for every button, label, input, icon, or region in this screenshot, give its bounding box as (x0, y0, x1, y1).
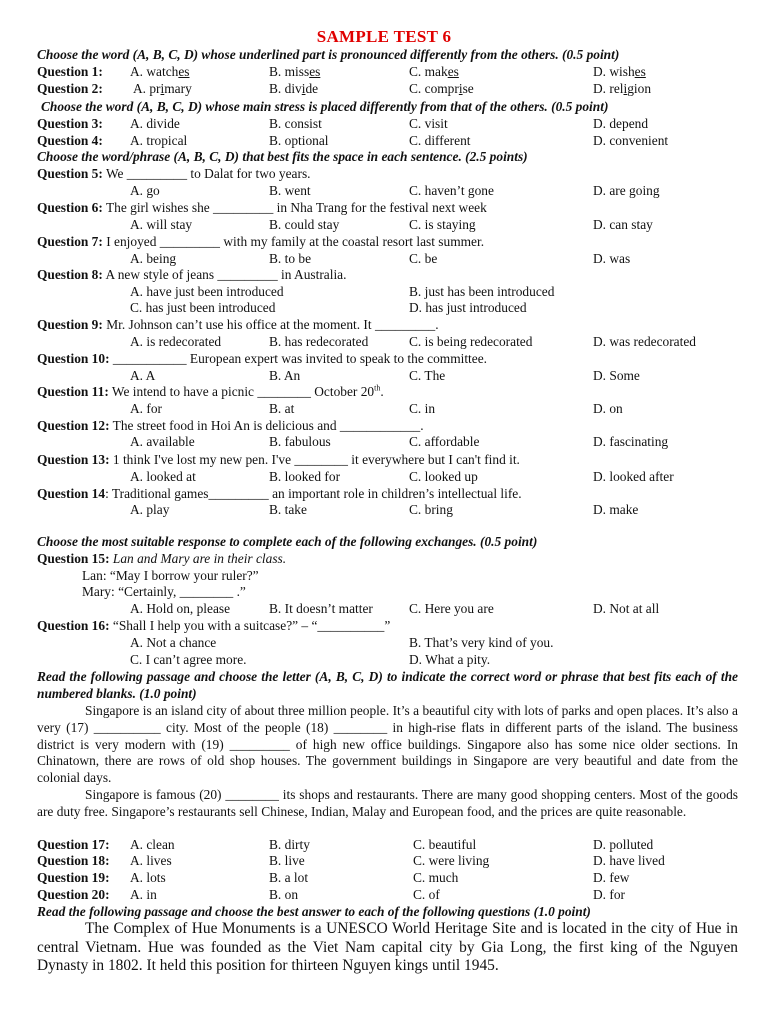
question-label: Question 17: (37, 837, 110, 852)
question-label: Question 3: (37, 116, 103, 131)
option-c[interactable]: C. affordable (409, 434, 480, 449)
option-d[interactable]: D. are going (593, 183, 660, 198)
passage1-paragraph2: Singapore is famous (20) ________ its shops and restaurants. There are many good shopping centers. Most of the goods are duty free. Singapore’s restaurants sell Chinese, Indian, Malay and European food, and the prices are quite reasonable. (37, 787, 738, 819)
option-c[interactable]: C. of (413, 887, 440, 902)
question-text: ___________ European expert was invited to speak to the committee. (112, 351, 488, 366)
question-label: Question 9: (37, 317, 103, 332)
option-c[interactable]: C. The (409, 368, 446, 383)
option-a[interactable]: A. is redecorated (130, 334, 222, 349)
option-d[interactable]: D. on (593, 401, 623, 416)
question-11-stem (37, 384, 738, 401)
question-text: A new style of jeans _________ in Australia. (105, 267, 347, 282)
option-d[interactable]: D. has just introduced (409, 300, 527, 315)
option-c[interactable]: C. visit (409, 116, 448, 131)
option-a[interactable]: A. go (130, 183, 160, 198)
option-d[interactable]: D. Some (593, 368, 640, 383)
option-b[interactable]: B. That’s very kind of you. (409, 635, 554, 650)
option-a[interactable]: A. lots (130, 870, 166, 885)
question-label: Question 20: (37, 887, 110, 902)
question-text: 1 think I've lost my new pen. I've ________ it everywhere but I can't find it. (112, 452, 520, 467)
option-c[interactable]: C. looked up (409, 469, 478, 484)
option-a[interactable]: A. clean (130, 837, 175, 852)
option-a[interactable]: A. have just been introduced (130, 284, 284, 299)
option-d[interactable]: D. What a pity. (409, 652, 491, 667)
option-c[interactable]: C. in (409, 401, 436, 416)
question-10-stem (37, 351, 738, 368)
question-text: We intend to have a picnic ________ October 20th. (111, 383, 384, 399)
question-6-stem (37, 200, 738, 217)
passage1-paragraph1: Singapore is an island city of about three million people. It’s a beautiful city with lots of parks and open places. It’s also a very (17) __________ city. Most of the people (18) ________ in high-rise flats in different parts of the island. The business district is very modern with (19) _________ of high new office buildings. Singapore also has some nice older sections. In Chinatown, there are rows of old shop houses. The government buildings in Singapore are very beautiful and date from the colonial days. (37, 703, 738, 786)
question-17 (37, 837, 738, 854)
option-c[interactable]: C. makes (409, 64, 459, 79)
question-12-stem (37, 418, 738, 435)
option-b[interactable]: B. went (269, 183, 311, 198)
option-d[interactable]: D. was (593, 251, 631, 266)
question-label: Question 5: (37, 166, 103, 181)
option-b[interactable]: B. on (269, 887, 299, 902)
instruction-response: Choose the most suitable response to complete each of the following exchanges. (0.5 point) (37, 534, 538, 549)
option-c[interactable]: C. is being redecorated (409, 334, 533, 349)
question-label: Question 15: (37, 551, 110, 566)
instruction-fill: Choose the word/phrase (A, B, C, D) that best fits the space in each sentence. (2.5 points) (37, 149, 528, 164)
question-text: I enjoyed _________ with my family at the coastal resort last summer. (106, 234, 485, 249)
question-15-stem (37, 551, 738, 568)
option-b[interactable]: B. has redecorated (269, 334, 369, 349)
question-4 (37, 133, 738, 150)
question-label: Question 18: (37, 853, 110, 868)
option-a[interactable]: A. in (130, 887, 157, 902)
option-c[interactable]: C. I can’t agree more. (130, 652, 247, 667)
question-text: The girl wishes she _________ in Nha Trang for the festival next week (105, 200, 487, 215)
option-a[interactable]: A. tropical (130, 133, 188, 148)
passage2-paragraph1: The Complex of Hue Monuments is a UNESCO World Heritage Site and is located in the city of Hue in central Vietnam. Hue was founded as the Viet Nam capital city by Gia Long, the first king of the Nguyen Dynasty in 1802. It held this position for thirteen Nguyen kings until 1945. (37, 920, 738, 975)
option-a[interactable]: A. A (130, 368, 156, 383)
option-a[interactable]: A. primary (133, 81, 192, 96)
question-label: Question 4: (37, 133, 103, 148)
question-1 (37, 64, 738, 81)
question-label: Question 7: (37, 234, 103, 249)
question-text: “Shall I help you with a suitcase?” – “__________” (112, 618, 391, 633)
option-a[interactable]: A. looked at (130, 469, 196, 484)
option-b[interactable]: B. divide (269, 81, 319, 96)
question-label: Question 14 (37, 486, 106, 501)
option-a[interactable]: A. available (130, 434, 195, 449)
question-text: Lan and Mary are in their class. (112, 551, 287, 566)
option-d[interactable]: D. depend (593, 116, 649, 131)
option-d[interactable]: D. few (593, 870, 630, 885)
instruction-reading: Read the following passage and choose the best answer to each of the following questions (1.0 point) (37, 904, 591, 919)
option-b[interactable]: B. fabulous (269, 434, 331, 449)
option-c[interactable]: C. comprise (409, 81, 474, 96)
instruction-stress: Choose the word (A, B, C, D) whose main stress is placed differently from that of the others. (0.5 point) (41, 99, 609, 114)
option-c[interactable]: C. Here you are (409, 601, 494, 616)
option-b[interactable]: B. misses (269, 64, 321, 79)
question-text: Mr. Johnson can’t use his office at the moment. It _________. (106, 317, 439, 332)
question-5-stem (37, 166, 738, 183)
option-c[interactable]: C. be (409, 251, 438, 266)
question-label: Question 2: (37, 81, 103, 96)
dialogue-lan: Lan: “May I borrow your ruler?” (82, 568, 259, 583)
question-13-stem (37, 452, 738, 469)
question-3 (37, 116, 738, 133)
option-a[interactable]: A. being (130, 251, 177, 266)
question-label: Question 12: (37, 418, 110, 433)
page-title: SAMPLE TEST 6 (316, 27, 452, 46)
question-label: Question 19: (37, 870, 110, 885)
option-b[interactable]: B. live (269, 853, 305, 868)
option-d[interactable]: D. was redecorated (593, 334, 696, 349)
question-label: Question 8: (37, 267, 103, 282)
option-b[interactable]: B. at (269, 401, 295, 416)
option-d[interactable]: D. have lived (593, 853, 665, 868)
question-label: Question 6: (37, 200, 103, 215)
option-c[interactable]: C. were living (413, 853, 490, 868)
question-18 (37, 853, 738, 870)
option-d[interactable]: D. make (593, 502, 639, 517)
option-d[interactable]: D. fascinating (593, 434, 669, 449)
question-label: Question 13: (37, 452, 110, 467)
option-b[interactable]: B. consist (269, 116, 322, 131)
option-d[interactable]: D. for (593, 887, 625, 902)
option-a[interactable]: A. divide (130, 116, 180, 131)
option-b[interactable]: B. An (269, 368, 301, 383)
option-a[interactable]: A. play (130, 502, 170, 517)
dialogue-mary: Mary: “Certainly, ________ .” (82, 584, 246, 599)
option-a[interactable]: A. will stay (130, 217, 193, 232)
option-a[interactable]: A. watches (130, 64, 190, 79)
question-7-stem (37, 234, 738, 251)
option-a[interactable]: A. Not a chance (130, 635, 217, 650)
option-c[interactable]: C. bring (409, 502, 453, 517)
option-b[interactable]: B. take (269, 502, 307, 517)
question-14-stem (37, 486, 738, 503)
option-d[interactable]: D. looked after (593, 469, 674, 484)
option-b[interactable]: B. It doesn’t matter (269, 601, 373, 616)
instruction-cloze: Read the following passage and choose the letter (A, B, C, D) to indicate the correct word or phrase that best fits each of the numbered blanks. (1.0 point) (37, 669, 738, 701)
option-c[interactable]: C. much (413, 870, 459, 885)
option-b[interactable]: B. to be (269, 251, 312, 266)
option-d[interactable]: D. polluted (593, 837, 654, 852)
option-a[interactable]: A. lives (130, 853, 172, 868)
question-text: : Traditional games_________ an important role in children’s intellectual life. (105, 486, 522, 501)
option-c[interactable]: C. has just been introduced (130, 300, 276, 315)
option-d[interactable]: D. wishes (593, 64, 646, 79)
question-label: Question 10: (37, 351, 110, 366)
option-c[interactable]: C. different (409, 133, 471, 148)
instruction-pronunciation: Choose the word (A, B, C, D) whose underlined part is pronounced differently from the others. (0.5 point) (37, 47, 620, 62)
question-9-stem (37, 317, 738, 334)
option-d[interactable]: D. convenient (593, 133, 669, 148)
option-b[interactable]: B. optional (269, 133, 329, 148)
question-8-stem (37, 267, 738, 284)
question-label: Question 16: (37, 618, 110, 633)
question-16-stem (37, 618, 738, 635)
question-20 (37, 887, 738, 904)
question-19 (37, 870, 738, 887)
option-b[interactable]: B. looked for (269, 469, 341, 484)
option-a[interactable]: A. Hold on, please (130, 601, 231, 616)
question-label: Question 1: (37, 64, 103, 79)
option-d[interactable]: D. Not at all (593, 601, 660, 616)
question-text: The street food in Hoi An is delicious and ____________. (112, 418, 424, 433)
option-c[interactable]: C. is staying (409, 217, 476, 232)
question-label: Question 11: (37, 384, 109, 399)
option-b[interactable]: B. could stay (269, 217, 340, 232)
option-a[interactable]: A. for (130, 401, 162, 416)
question-2 (37, 81, 738, 98)
option-b[interactable]: B. dirty (269, 837, 310, 852)
option-b[interactable]: B. a lot (269, 870, 309, 885)
option-d[interactable]: D. can stay (593, 217, 653, 232)
option-c[interactable]: C. haven’t gone (409, 183, 494, 198)
option-b[interactable]: B. just has been introduced (409, 284, 555, 299)
option-c[interactable]: C. beautiful (413, 837, 477, 852)
question-text: We _________ to Dalat for two years. (105, 166, 311, 181)
option-d[interactable]: D. religion (593, 81, 652, 96)
